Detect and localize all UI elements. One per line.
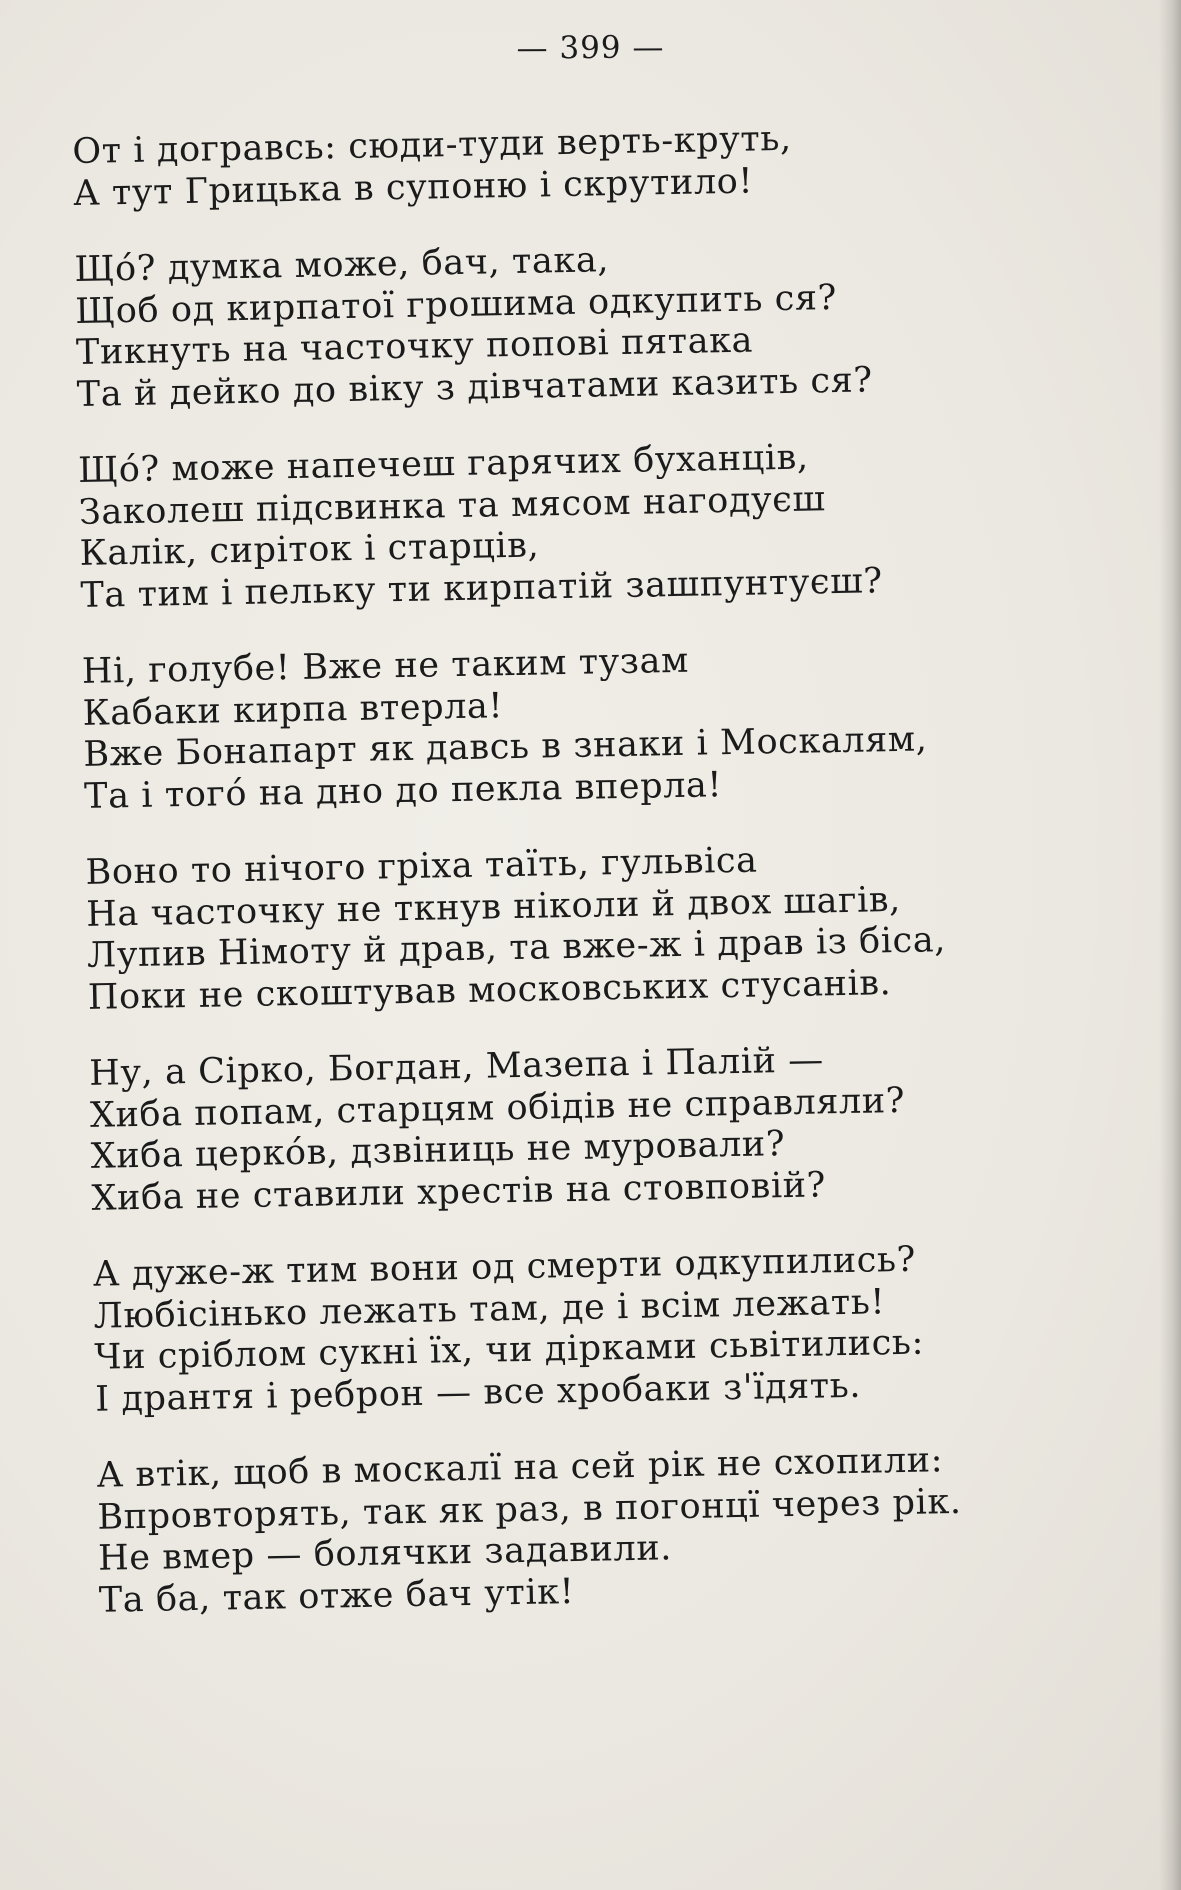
poem-line: Чи сріблом сукні їх, чи дірками сьвітились:	[94, 1322, 925, 1378]
poem-line: А втік, щоб в москалї на сей рік не схопили:	[96, 1440, 944, 1496]
poem-line: Поки не скоштував московських стусанів.	[87, 962, 892, 1018]
poem-line: На часточку не ткнув ніколи й двох шагів,	[85, 879, 902, 935]
poem-line: Ну, а Сірко, Богдан, Мазепа і Палій —	[88, 1040, 825, 1094]
poem-line: Щó? думка може, бач, така,	[74, 240, 610, 290]
poem-line: Воно то нічого гріха таїть, гульвіса	[85, 840, 758, 893]
stanza-3	[78, 432, 1141, 617]
poem-line: І дрантя і реброн — все хробаки з'їдять.	[94, 1365, 862, 1420]
poem-line: Та і тогó на дно до пекла вперла!	[83, 764, 723, 817]
page-number: — 399 —	[516, 29, 665, 67]
stanza-5	[85, 833, 1148, 1018]
poem-line: Та ба, так отже бач утік!	[98, 1571, 575, 1621]
poem-line: Хиба церкóв, дзвіниць не муровали?	[90, 1124, 786, 1177]
poem-line: Ні, голубе! Вже не таким тузам	[81, 640, 690, 692]
poem-line: Заколеш підсвинка та мясом нагодуєш	[78, 478, 826, 533]
stanza-4	[82, 632, 1145, 817]
poem-line: Вже Бонапарт як давсь в знаки і Москалям,	[83, 719, 928, 775]
poem-line: Щó? може напечеш гарячих буханців,	[77, 437, 810, 491]
poem-line: Хиба не ставили хрестів на стовповій?	[91, 1164, 827, 1219]
poem-line: Лупив Німоту й драв, та вже-ж і драв із біса,	[86, 920, 947, 976]
poem-line: Хиба попам, старцям обідів не справляли?	[89, 1080, 906, 1136]
stanza-2	[74, 231, 1137, 416]
poem-line: Любісінько лежать там, де і всім лежать!	[93, 1281, 886, 1337]
stanza-6	[89, 1034, 1152, 1219]
stanza-1	[72, 113, 1133, 215]
poem-line: Тикнуть на часточку попові пятака	[75, 320, 754, 373]
poem-line: Не вмер — болячки задавили.	[97, 1528, 673, 1579]
poem-body	[72, 113, 1160, 1657]
poem-line: Впровторять, так як раз, в погонцї через рік.	[97, 1481, 962, 1538]
stanza-7	[93, 1235, 1156, 1420]
poem-line: А тут Грицька в супоню і скрутило!	[72, 161, 754, 214]
stanza-8	[96, 1436, 1159, 1621]
poem-line: Калік, сиріток і старців,	[79, 525, 540, 574]
poem-line: Та й дейко до віку з дівчатами казить ся?	[76, 359, 874, 415]
poem-line: Щоб од кирпатої грошима одкупить ся?	[74, 277, 838, 332]
page-edge-shadow	[1159, 0, 1181, 1890]
poem-line: Та тим і пельку ти кирпатій зашпунтуєш?	[80, 560, 883, 616]
poem-line: От і догравсь: сюди-туди верть-круть,	[72, 118, 793, 172]
poem-line: Кабаки кирпа втерла!	[82, 685, 504, 734]
poem-line: А дуже-ж тим вони од смерти одкупились?	[92, 1239, 917, 1295]
